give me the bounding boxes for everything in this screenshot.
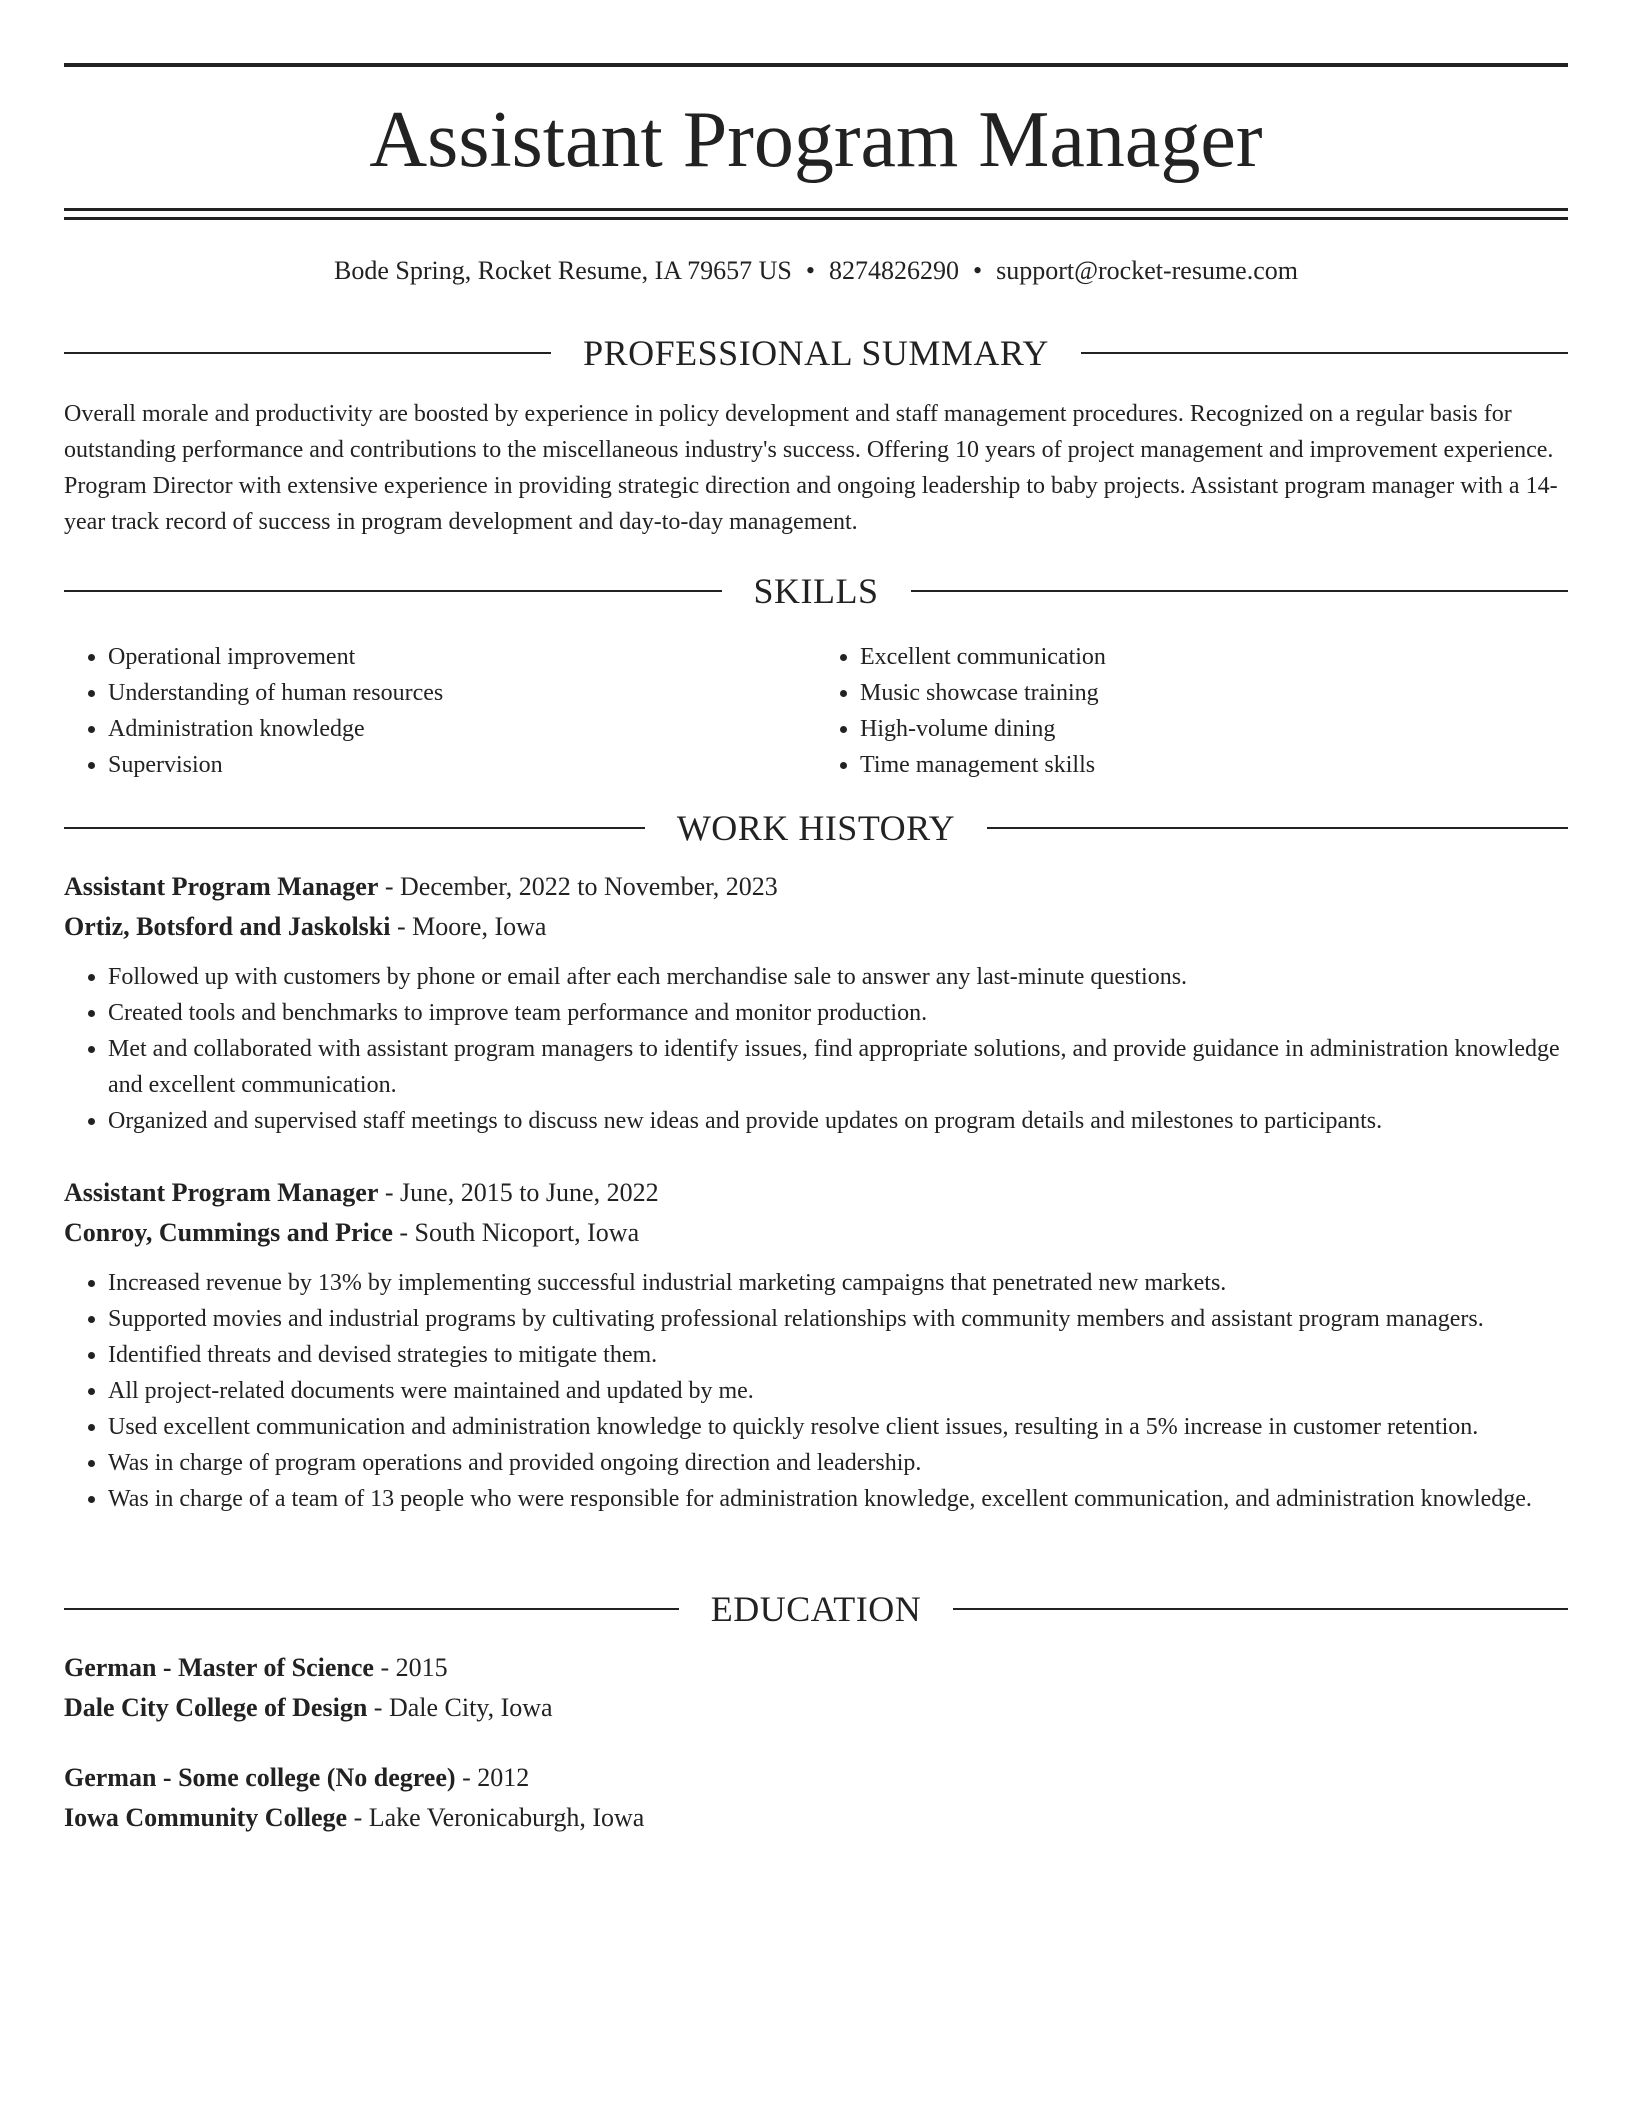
degree-year: - 2015 — [373, 1653, 448, 1682]
job-role: Assistant Program Manager — [64, 1178, 379, 1207]
school-line — [64, 1798, 1568, 1838]
school-location: - Dale City, Iowa — [367, 1693, 553, 1722]
divider-line — [1081, 352, 1568, 354]
job-duty: • All project-related documents were maintained and updated by me. — [108, 1373, 1568, 1409]
divider-line — [64, 827, 645, 829]
job-dates: - June, 2015 to June, 2022 — [378, 1178, 659, 1207]
school-location: - Lake Veronicaburgh, Iowa — [347, 1803, 645, 1832]
section-heading-work-history — [64, 806, 1568, 850]
job-company-line — [64, 907, 1568, 947]
divider-line — [911, 590, 1569, 592]
divider-line — [987, 827, 1568, 829]
job-duty: • Used excellent communication and administration knowledge to quickly resolve client issues, resulting in a 5% increase in customer retention. — [108, 1409, 1568, 1445]
job-duty: • Increased revenue by 13% by implementing successful industrial marketing campaigns that penetrated new markets. — [108, 1265, 1568, 1301]
divider-line — [64, 1608, 679, 1610]
school-line — [64, 1688, 1568, 1728]
section-title: PROFESSIONAL SUMMARY — [583, 333, 1049, 373]
contact-separator: • — [972, 256, 983, 285]
skill-item: • Administration knowledge — [108, 711, 816, 747]
job-duty: • Identified threats and devised strategies to mitigate them. — [108, 1337, 1568, 1373]
job-location: - Moore, Iowa — [390, 912, 547, 941]
contact-phone: 8274826290 — [828, 256, 959, 285]
contact-separator: • — [805, 256, 815, 285]
section-title: WORK HISTORY — [676, 808, 956, 848]
job-duty: • Followed up with customers by phone or email after each merchandise sale to answer any last-minute questions. — [108, 959, 1568, 995]
job-title-line — [64, 867, 1568, 907]
divider-line — [953, 1608, 1568, 1610]
degree-year: - 2012 — [455, 1763, 530, 1792]
skill-item: • High-volume dining — [860, 711, 1568, 747]
job-entry — [64, 867, 1568, 1139]
education-entry — [64, 1648, 1568, 1728]
section-heading-summary — [64, 331, 1568, 375]
skill-item: • Operational improvement — [108, 639, 816, 675]
job-duty: • Met and collaborated with assistant program managers to identify issues, find appropriate solutions, and provide guidance in administration knowledge and excellent communication. — [108, 1031, 1568, 1103]
school-name: Dale City College of Design — [64, 1693, 368, 1722]
job-duties-list — [64, 959, 1568, 1139]
divider-line — [64, 352, 551, 354]
degree-line — [64, 1648, 1568, 1688]
skill-item: • Excellent communication — [860, 639, 1568, 675]
divider-line — [64, 590, 722, 592]
job-company-line — [64, 1213, 1568, 1253]
job-duty: • Organized and supervised staff meetings to discuss new ideas and provide updates on program details and milestones to participants. — [108, 1103, 1568, 1139]
skills-list — [64, 639, 1568, 783]
skill-item: • Music showcase training — [860, 675, 1568, 711]
job-role: Assistant Program Manager — [64, 872, 379, 901]
job-duty: • Created tools and benchmarks to improve team performance and monitor production. — [108, 995, 1568, 1031]
education-entry — [64, 1758, 1568, 1838]
job-duties-list — [64, 1265, 1568, 1517]
degree-name: German - Master of Science — [64, 1653, 374, 1682]
skills-column-right — [816, 639, 1568, 783]
contact-address: Bode Spring, Rocket Resume, IA 79657 US — [333, 256, 792, 285]
section-heading-education — [64, 1587, 1568, 1631]
job-title-line — [64, 1173, 1568, 1213]
job-dates: - December, 2022 to November, 2023 — [378, 872, 778, 901]
section-heading-skills — [64, 569, 1568, 613]
resume-name-title: Assistant Program Manager — [369, 96, 1263, 184]
header-double-rule — [64, 208, 1568, 220]
summary-text: Overall morale and productivity are boosted by experience in policy development and staff management procedures. Recognized on a regular basis for outstanding performance and contributions to the miscellaneous industry's success. Offering 10 years of project management and improvement experience. Program Director with extensive experience in providing strategic direction and ongoing leadership to baby projects. Assistant program manager with a 14-year track record of success in program development and day-to-day management. — [64, 401, 1558, 535]
job-location: - South Nicoport, Iowa — [392, 1218, 640, 1247]
degree-name: German - Some college (No degree) — [64, 1763, 456, 1792]
skills-column-left — [64, 639, 816, 783]
skill-item: • Supervision — [108, 747, 816, 783]
job-company: Ortiz, Botsford and Jaskolski — [64, 912, 391, 941]
job-entry — [64, 1173, 1568, 1517]
job-duty: • Was in charge of a team of 13 people who were responsible for administration knowledge, excellent communication, and administration knowledge. — [108, 1481, 1568, 1517]
skill-item: • Understanding of human resources — [108, 675, 816, 711]
job-duty: • Supported movies and industrial programs by cultivating professional relationships with community members and assistant program managers. — [108, 1301, 1568, 1337]
section-title: EDUCATION — [710, 1589, 922, 1629]
job-duty: • Was in charge of program operations and provided ongoing direction and leadership. — [108, 1445, 1568, 1481]
contact-line — [64, 254, 1568, 288]
job-company: Conroy, Cummings and Price — [64, 1218, 393, 1247]
degree-line — [64, 1758, 1568, 1798]
summary-block — [64, 396, 1568, 540]
header-top-rule — [64, 63, 1568, 67]
school-name: Iowa Community College — [64, 1803, 348, 1832]
contact-email: support@rocket-resume.com — [996, 256, 1298, 285]
skill-item: • Time management skills — [860, 747, 1568, 783]
section-title: SKILLS — [753, 571, 879, 611]
